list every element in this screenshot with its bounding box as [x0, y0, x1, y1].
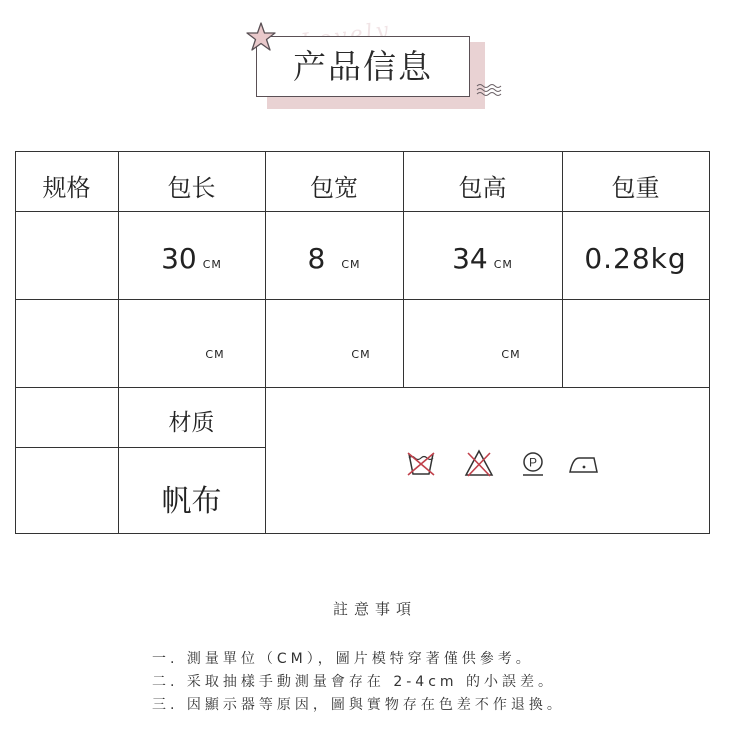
table-line [709, 151, 710, 534]
table-line [265, 151, 266, 534]
table-line [15, 211, 710, 212]
blank-height-unit: CM [501, 348, 521, 361]
height-value: 34 [452, 242, 488, 275]
care-icons [405, 448, 605, 484]
length-value-cell [118, 242, 265, 275]
blank-width-unit: CM [351, 348, 371, 361]
dry-clean-p-icon [519, 448, 547, 478]
table-line [15, 151, 16, 534]
header-height: 包高 [458, 174, 507, 202]
note-line-2: 二. 采取抽樣手動測量會存在 2-4cm 的小誤差。 [152, 674, 557, 690]
weight-value: 0.28kg [584, 242, 687, 275]
no-machine-wash-icon [405, 448, 437, 478]
page-title: 产品信息 [293, 47, 433, 86]
notes-title: 註意事項 [332, 600, 417, 618]
iron-low-icon [567, 448, 601, 478]
blank-length-unit: CM [205, 348, 225, 361]
height-unit: CM [493, 258, 513, 271]
length-unit: CM [202, 258, 222, 271]
material-label: 材质 [168, 410, 215, 436]
length-value: 30 [161, 242, 197, 275]
table-line [15, 387, 710, 388]
material-value: 帆布 [161, 484, 222, 519]
table-line [15, 151, 710, 152]
note-line-3: 三. 因顯示器等原因，圖與實物存在色差不作退換。 [152, 697, 565, 713]
height-value-cell [403, 242, 562, 275]
table-line [15, 533, 710, 534]
no-bleach-icon [463, 448, 495, 478]
note-line-1: 一. 測量單位（CM），圖片模特穿著僅供參考。 [152, 651, 534, 667]
table-line [15, 447, 265, 448]
table-line [15, 299, 710, 300]
width-unit: CM [341, 258, 361, 271]
svg-text:P: P [528, 455, 538, 470]
header-length: 包长 [167, 174, 216, 202]
header-width: 包宽 [310, 174, 358, 202]
width-value: 8 [307, 242, 326, 275]
width-value-cell [265, 242, 403, 275]
header-weight: 包重 [611, 174, 660, 202]
header-spec: 规格 [42, 174, 91, 202]
